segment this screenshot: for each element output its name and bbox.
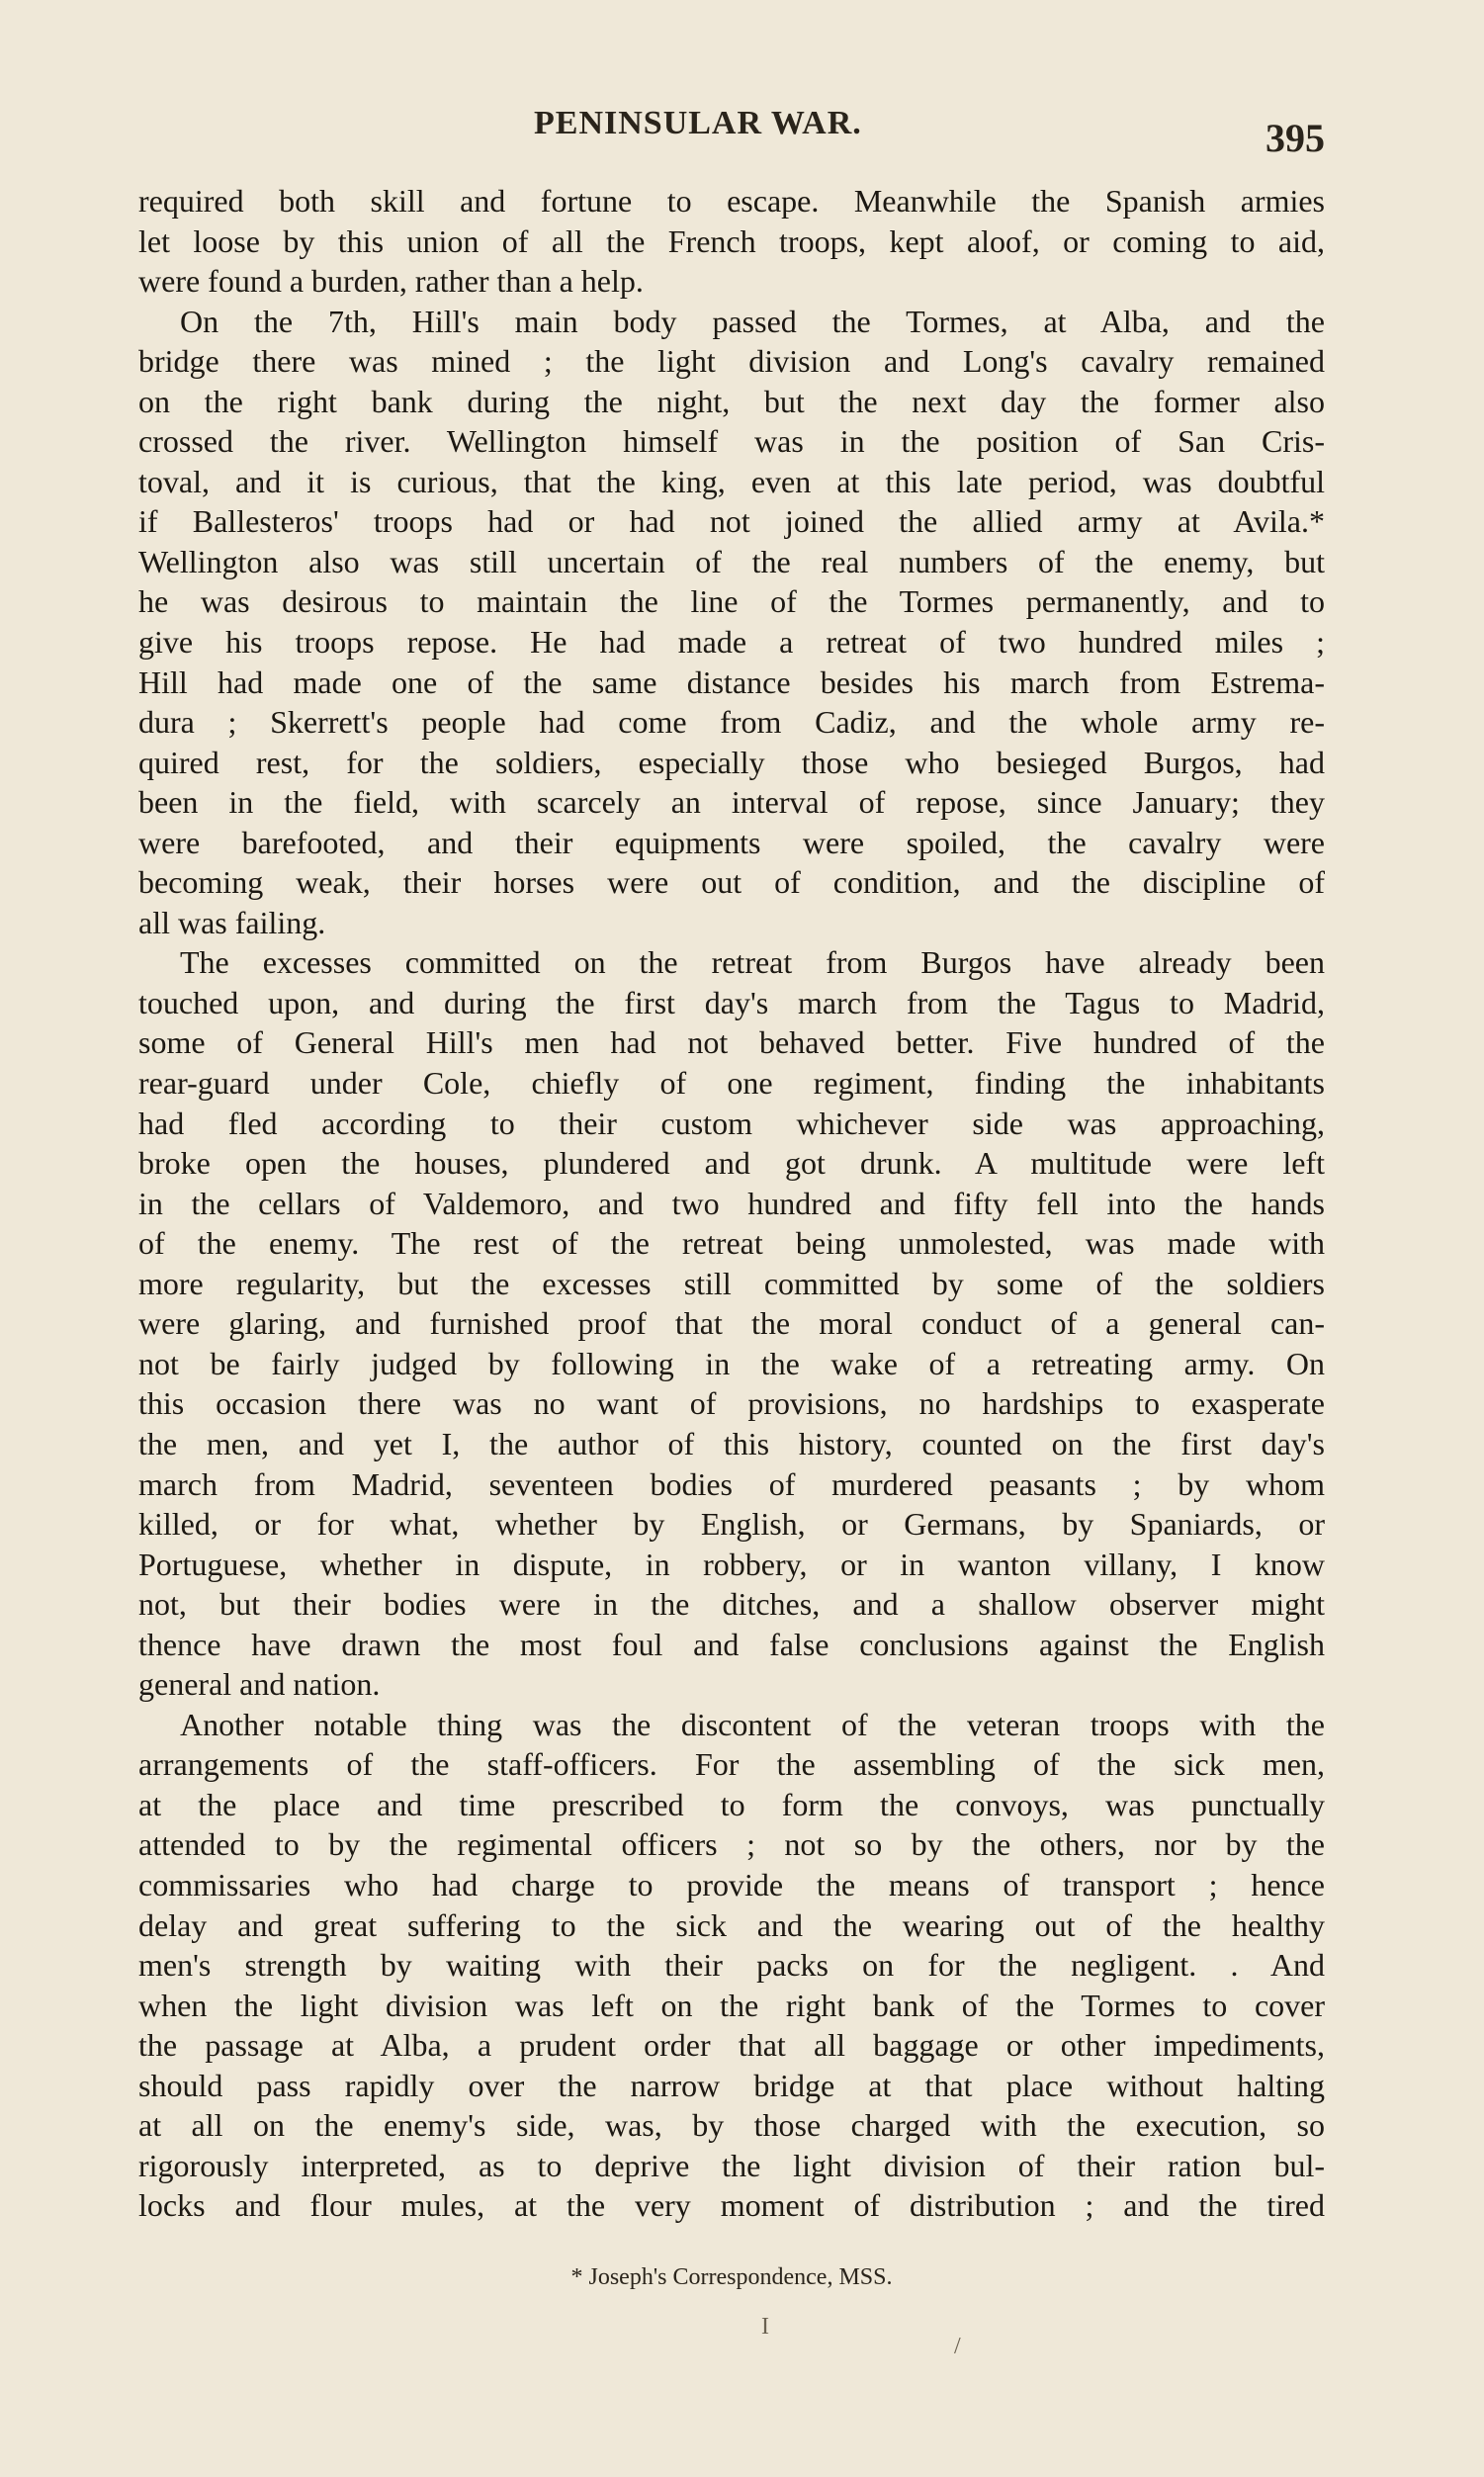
- text-line: required both skill and fortune to escape. Meanwhile the Spanish armies: [138, 183, 1325, 219]
- text-line: attended to by the regimental officers ; not so by the others, nor by the: [138, 1826, 1325, 1863]
- text-line: all was failing.: [138, 904, 326, 940]
- text-line: bridge there was mined ; the light division and Long's cavalry remained: [138, 343, 1325, 380]
- text-line: locks and flour mules, at the very moment of distribution ; and the tired: [138, 2187, 1325, 2224]
- text-line: the men, and yet I, the author of this history, counted on the first day's: [138, 1425, 1325, 1461]
- text-line: rear-guard under Cole, chiefly of one regiment, finding the inhabitants: [138, 1065, 1325, 1102]
- text-line: were glaring, and furnished proof that the moral conduct of a general can-: [138, 1305, 1325, 1342]
- running-title: PENINSULAR WAR.: [534, 105, 862, 141]
- text-line: dura ; Skerrett's people had come from Cadiz, and the whole army re-: [138, 704, 1325, 741]
- text-line: thence have drawn the most foul and false conclusions against the English: [138, 1626, 1325, 1662]
- text-line: Wellington also was still uncertain of the real numbers of the enemy, but: [138, 543, 1325, 579]
- text-line: rigorously interpreted, as to deprive the light division of their ration bul-: [138, 2147, 1325, 2183]
- text-line: touched upon, and during the first day's march from the Tagus to Madrid,: [138, 984, 1325, 1020]
- text-line: broke open the houses, plundered and got drunk. A multitude were left: [138, 1145, 1325, 1182]
- stray-mark-left: I: [761, 2314, 769, 2340]
- text-line: let loose by this union of all the French troops, kept aloof, or coming to aid,: [138, 222, 1325, 259]
- text-line: men's strength by waiting with their packs on for the negligent. . And: [138, 1947, 1325, 1984]
- text-line: crossed the river. Wellington himself was in the position of San Cris-: [138, 423, 1325, 460]
- text-line: he was desirous to maintain the line of the Tormes permanently, and to: [138, 583, 1325, 620]
- text-line: arrangements of the staff-officers. For the assembling of the sick men,: [138, 1746, 1325, 1783]
- text-line: march from Madrid, seventeen bodies of murdered peasants ; by whom: [138, 1465, 1325, 1502]
- stray-mark-right: /: [954, 2334, 961, 2359]
- text-line: of the enemy. The rest of the retreat being unmolested, was made with: [138, 1225, 1325, 1262]
- text-line: should pass rapidly over the narrow bridge at that place without halting: [138, 2067, 1325, 2103]
- text-line: the passage at Alba, a prudent order that all baggage or other impediments,: [138, 2027, 1325, 2064]
- text-line: had fled according to their custom whichever side was approaching,: [138, 1105, 1325, 1141]
- text-line: quired rest, for the soldiers, especially those who besieged Burgos, had: [138, 744, 1325, 780]
- text-line: The excesses committed on the retreat from Burgos have already been: [180, 944, 1325, 981]
- footnote: * Joseph's Correspondence, MSS.: [570, 2264, 893, 2290]
- text-line: commissaries who had charge to provide the means of transport ; hence: [138, 1866, 1325, 1902]
- text-line: killed, or for what, whether by English, or Germans, by Spaniards, or: [138, 1506, 1325, 1543]
- text-line: were barefooted, and their equipments were spoiled, the cavalry were: [138, 824, 1325, 860]
- text-line: toval, and it is curious, that the king, even at this late period, was doubtful: [138, 463, 1325, 499]
- page-number: 395: [1266, 116, 1325, 160]
- text-line: if Ballesteros' troops had or had not joined the allied army at Avila.*: [138, 503, 1325, 540]
- page-header: [138, 99, 1325, 158]
- text-line: on the right bank during the night, but the next day the former also: [138, 383, 1325, 419]
- text-line: when the light division was left on the right bank of the Tormes to cover: [138, 1987, 1325, 2023]
- text-line: more regularity, but the excesses still committed by some of the soldiers: [138, 1265, 1325, 1301]
- text-line: Hill had made one of the same distance besides his march from Estrema-: [138, 663, 1325, 700]
- text-line: were found a burden, rather than a help.: [138, 263, 644, 300]
- text-line: becoming weak, their horses were out of condition, and the discipline of: [138, 864, 1325, 901]
- text-line: Portuguese, whether in dispute, in robbery, or in wanton villany, I know: [138, 1546, 1325, 1582]
- body-text: [138, 181, 1325, 2226]
- text-line: in the cellars of Valdemoro, and two hundred and fifty fell into the hands: [138, 1185, 1325, 1221]
- text-line: not be fairly judged by following in the wake of a retreating army. On: [138, 1345, 1325, 1381]
- text-line: at the place and time prescribed to form the convoys, was punctually: [138, 1786, 1325, 1822]
- text-line: Another notable thing was the discontent of the veteran troops with the: [180, 1706, 1325, 1742]
- text-line: some of General Hill's men had not behaved better. Five hundred of the: [138, 1024, 1325, 1061]
- text-line: been in the field, with scarcely an interval of repose, since January; they: [138, 784, 1325, 821]
- text-line: at all on the enemy's side, was, by those charged with the execution, so: [138, 2107, 1325, 2144]
- text-line: this occasion there was no want of provisions, no hardships to exasperate: [138, 1385, 1325, 1422]
- text-line: give his troops repose. He had made a retreat of two hundred miles ;: [138, 624, 1325, 661]
- text-line: On the 7th, Hill's main body passed the Tormes, at Alba, and the: [180, 303, 1325, 339]
- text-line: not, but their bodies were in the ditches, and a shallow observer might: [138, 1586, 1325, 1623]
- text-line: delay and great suffering to the sick and the wearing out of the healthy: [138, 1906, 1325, 1943]
- text-line: general and nation.: [138, 1666, 381, 1703]
